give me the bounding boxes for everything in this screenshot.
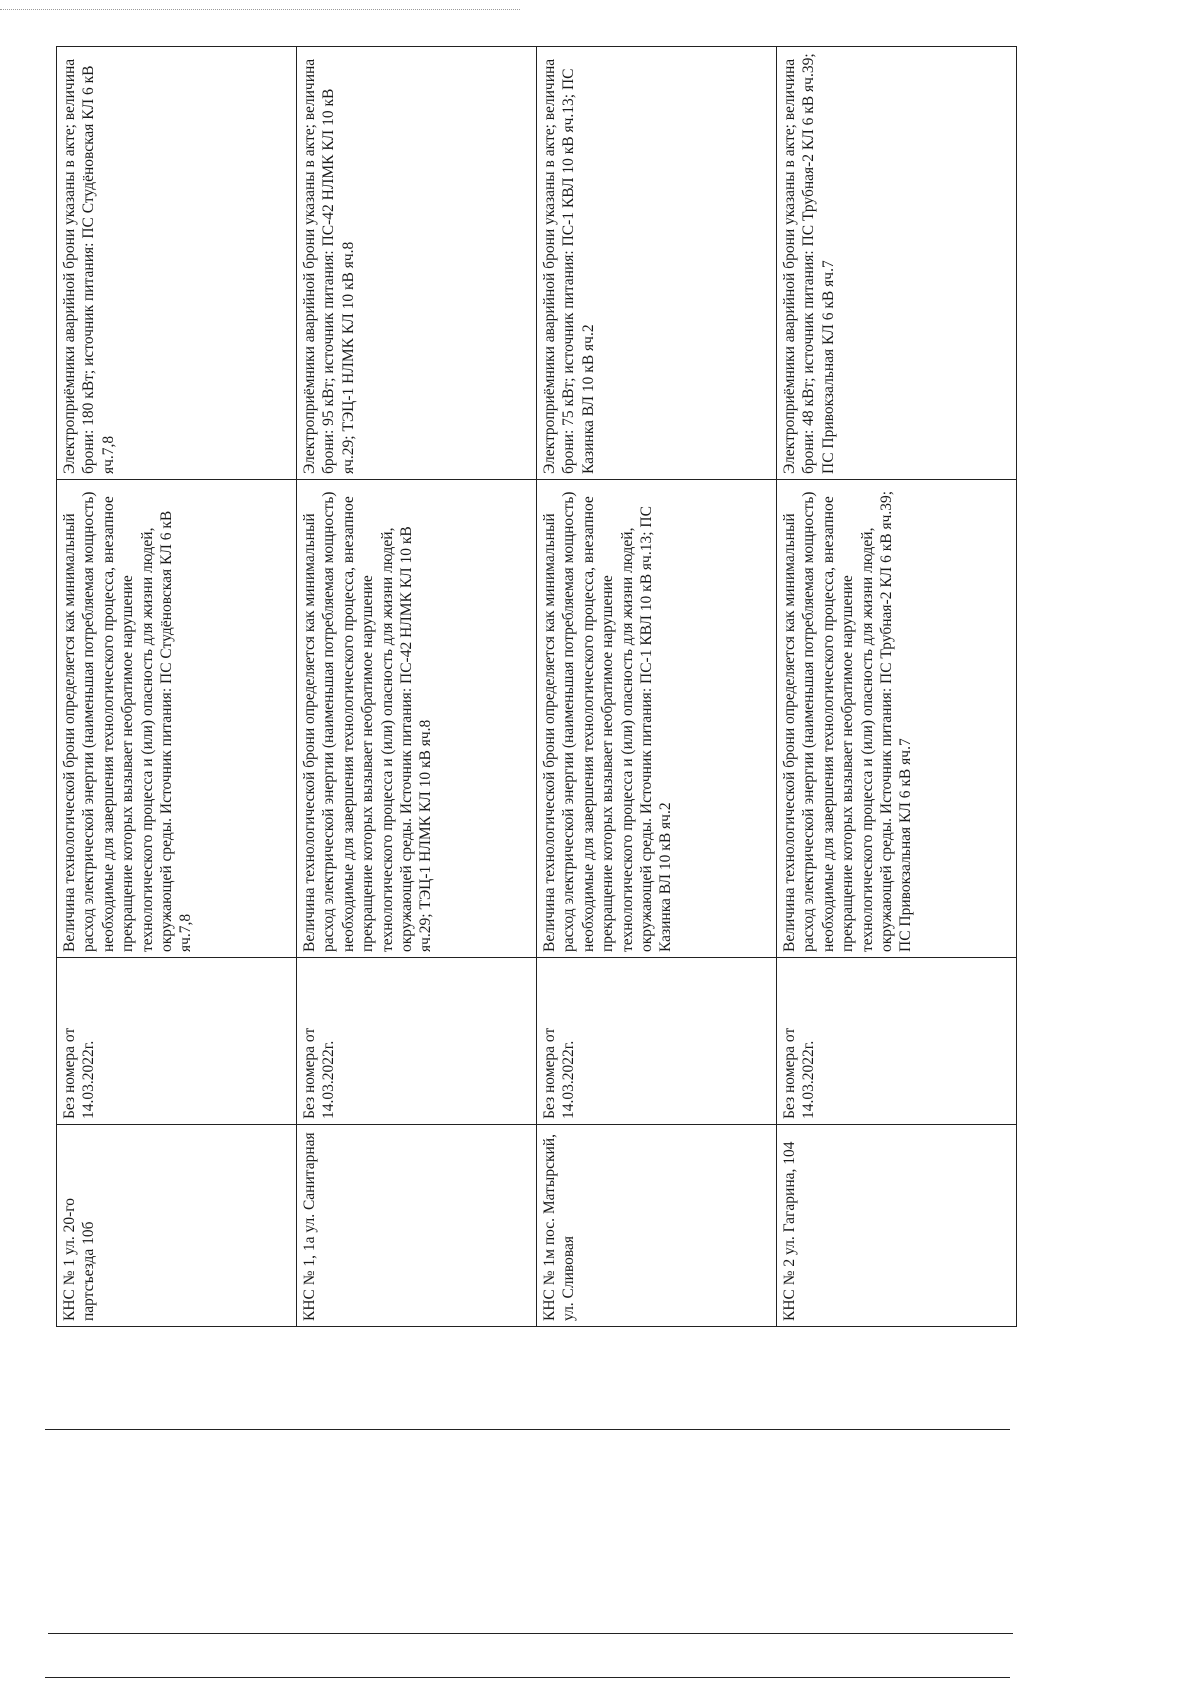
act-cell: Без номера от 14.03.2022г. (57, 958, 297, 1125)
scan-edge-line (0, 9, 520, 10)
object-cell: КНС № 1м пос. Матырский, ул. Сливовая (537, 1125, 777, 1327)
tech-reserve-cell: Величина технологической брони определяется как минимальный расход электрической энергии (наименьшая потребляемая мощность) необходимые для завершения технологического процесса, внезапное прекращение которых вызывает необратимое нарушение технологического процесса и (или) опасность для жизни людей, окружающей среды. Источник питания: ПС Студёновская КЛ 6 кВ яч.7,8 (57, 480, 297, 958)
act-cell: Без номера от 14.03.2022г. (777, 958, 1017, 1125)
object-cell: КНС № 2 ул. Гагарина, 104 (777, 1125, 1017, 1327)
blank-line (45, 1677, 1010, 1678)
object-cell: КНС № 1 ул. 20-го партсъезда 10б (57, 1125, 297, 1327)
blank-line (45, 1429, 1010, 1430)
tech-reserve-cell: Величина технологической брони определяется как минимальный расход электрической энергии (наименьшая потребляемая мощность) необходимые для завершения технологического процесса, внезапное прекращение которых вызывает необратимое нарушение технологического процесса и (или) опасность для жизни людей, окружающей среды. Источник питания: ПС-42 НЛМК КЛ 10 кВ яч.29; ТЭЦ-1 НЛМК КЛ 10 кВ яч.8 (297, 480, 537, 958)
table-row (537, 47, 777, 1327)
act-cell: Без номера от 14.03.2022г. (537, 958, 777, 1125)
emergency-reserve-cell: Электроприёмники аварийной брони указаны в акте; величина брони: 75 кВт; источник питания: ПС-1 КВЛ 10 кВ яч.13; ПС Казинка ВЛ 10 кВ яч.2 (537, 47, 777, 480)
table-row (777, 47, 1017, 1327)
emergency-reserve-cell: Электроприёмники аварийной брони указаны в акте; величина брони: 95 кВт; источник питания: ПС-42 НЛМК КЛ 10 кВ яч.29; ТЭЦ-1 НЛМК КЛ 10 кВ яч.8 (297, 47, 537, 480)
object-cell: КНС № 1, 1а ул. Санитарная (297, 1125, 537, 1327)
table-row (57, 47, 297, 1327)
table-row (297, 47, 537, 1327)
act-cell: Без номера от 14.03.2022г. (297, 958, 537, 1125)
rotated-table-container (56, 47, 1016, 1327)
emergency-reserve-cell: Электроприёмники аварийной брони указаны в акте; величина брони: 48 кВт; источник питания: ПС Трубная-2 КЛ 6 кВ яч.39; ПС Привокзальная КЛ 6 кВ яч.7 (777, 47, 1017, 480)
tech-reserve-cell: Величина технологической брони определяется как минимальный расход электрической энергии (наименьшая потребляемая мощность) необходимые для завершения технологического процесса, внезапное прекращение которых вызывает необратимое нарушение технологического процесса и (или) опасность для жизни людей, окружающей среды. Источник питания: ПС Трубная-2 КЛ 6 кВ яч.39; ПС Привокзальная КЛ 6 кВ яч.7 (777, 480, 1017, 958)
tech-reserve-cell: Величина технологической брони определяется как минимальный расход электрической энергии (наименьшая потребляемая мощность) необходимые для завершения технологического процесса, внезапное прекращение которых вызывает необратимое нарушение технологического процесса и (или) опасность для жизни людей, окружающей среды. Источник питания: ПС-1 КВЛ 10 кВ яч.13; ПС Казинка ВЛ 10 кВ яч.2 (537, 480, 777, 958)
reserve-table (56, 46, 1017, 1327)
emergency-reserve-cell: Электроприёмники аварийной брони указаны в акте; величина брони: 180 кВт; источник питания: ПС Студёновская КЛ 6 кВ яч.7,8 (57, 47, 297, 480)
blank-line (48, 1633, 1013, 1634)
